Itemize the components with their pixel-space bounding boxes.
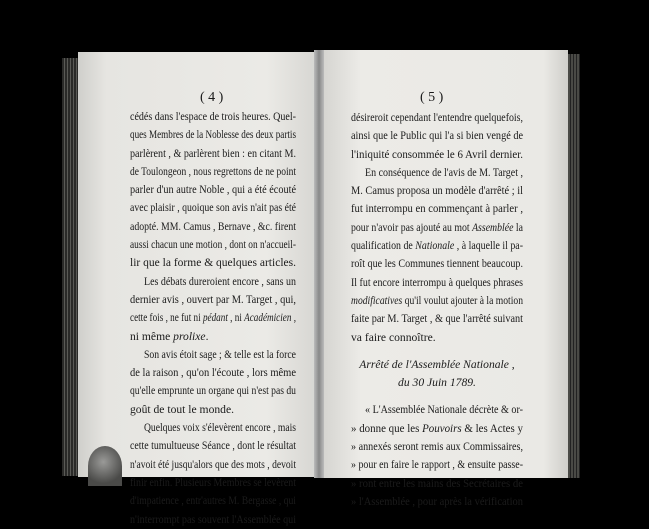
- text-segment: fut interrompu en commençant à parler ,: [351, 202, 524, 216]
- text-line: [351, 401, 523, 419]
- text-line: [351, 456, 523, 474]
- text-line: [351, 109, 523, 127]
- text-segment: qualification de: [351, 239, 416, 253]
- text-line-inner: [130, 511, 296, 529]
- text-line-inner: [144, 419, 296, 437]
- text-line-inner: [351, 420, 523, 438]
- text-line: [351, 374, 523, 392]
- text-line: [130, 145, 296, 163]
- text-line-inner: [130, 163, 296, 181]
- text-segment: va faire connoître.: [351, 330, 436, 344]
- text-line-inner: [351, 456, 523, 474]
- text-line: [130, 163, 296, 181]
- text-segment: Académicien: [244, 311, 292, 325]
- text-segment: Il fut encore interrompu à quelques phrases: [351, 275, 524, 289]
- text-line-inner: [351, 493, 523, 511]
- text-line: [130, 236, 296, 254]
- text-line: [130, 456, 296, 474]
- text-segment: parlèrent , & parlèrent bien : en citant M.: [130, 146, 296, 160]
- text-segment: prolixe: [173, 329, 206, 343]
- text-line-inner: [359, 356, 514, 374]
- text-segment: En conséquence de l'avis de M. Target ,: [365, 165, 524, 179]
- text-line-inner: [351, 200, 523, 218]
- text-line: [351, 438, 523, 456]
- text-segment: du 30 Juin 1789.: [398, 376, 476, 390]
- text-line: [351, 255, 523, 273]
- text-line-inner: [351, 475, 523, 493]
- text-line: [130, 511, 296, 529]
- text-line-inner: [130, 199, 296, 217]
- text-segment: qu'il voulut ajouter à la motion: [402, 293, 524, 307]
- page-number: ( 5 ): [420, 90, 444, 105]
- text-line-inner: [130, 437, 296, 455]
- text-line: [351, 146, 523, 164]
- text-line-inner: [130, 108, 296, 126]
- text-segment: qu'elle emprunte un organe qui n'est pas du: [130, 384, 296, 398]
- text-line-inner: [351, 310, 523, 328]
- text-line-inner: [130, 236, 296, 254]
- book-edge-left: [62, 58, 78, 476]
- book-gutter: [314, 50, 324, 478]
- text-line-inner: [130, 254, 296, 272]
- text-line-inner: [130, 492, 296, 510]
- text-line: [130, 419, 296, 437]
- text-segment: .: [205, 329, 209, 343]
- text-segment: modificatives: [351, 293, 403, 307]
- text-line-inner: [144, 273, 296, 291]
- text-segment: finir enfin. Plusieurs Membres se levèrent: [130, 475, 296, 489]
- text-line-inner: [130, 181, 296, 199]
- text-segment: Nationale: [415, 239, 455, 253]
- text-segment: » l'Assemblée , pour après la vérification: [351, 494, 523, 508]
- text-segment: de la raison , qu'on l'écoute , lors même: [130, 366, 297, 380]
- text-segment: désireroit cependant l'entendre quelquefois,: [351, 111, 523, 124]
- page-text: [130, 108, 296, 529]
- text-segment: pédant: [202, 311, 228, 325]
- text-segment: cette fois , ne fut ni: [130, 311, 203, 325]
- text-line-inner: [130, 382, 296, 400]
- text-segment: de Toulongeon , nous regrettons de ne point: [130, 164, 296, 178]
- text-segment: Son avis étoit sage ; & telle est la force: [144, 347, 296, 361]
- text-line: [130, 401, 296, 419]
- text-line: [130, 382, 296, 400]
- text-line-inner: [130, 401, 234, 419]
- text-line: [351, 219, 523, 237]
- text-line: [130, 309, 296, 327]
- text-line: [351, 310, 523, 328]
- text-segment: dernier avis , ouvert par M. Target , qui,: [130, 292, 297, 306]
- text-segment: » ront entre les mains des Secrétaires de: [351, 476, 524, 490]
- text-segment: & les Actes y: [461, 421, 524, 435]
- spacer: [351, 392, 523, 401]
- text-segment: cette tumultueuse Séance , dont le résultat: [130, 439, 296, 453]
- text-segment: » donne que les: [351, 421, 423, 435]
- text-segment: parler d'un autre Noble , qui a été écouté: [130, 183, 297, 197]
- text-line-inner: [351, 109, 523, 127]
- text-line: [351, 356, 523, 374]
- text-line: [351, 493, 523, 511]
- text-line: [130, 364, 296, 382]
- text-line: [351, 274, 523, 292]
- text-line-inner: [351, 146, 523, 164]
- text-line-inner: [351, 292, 523, 310]
- text-segment: roît que les Communes tiennent beaucoup.: [351, 257, 524, 271]
- text-line: [351, 292, 523, 310]
- text-segment: cédés dans l'espace de trois heures. Quel-: [130, 110, 296, 123]
- text-line: [351, 127, 523, 145]
- text-segment: , ni: [227, 311, 245, 325]
- text-line: [130, 474, 296, 492]
- text-line-inner: [351, 219, 523, 237]
- text-line: [130, 291, 296, 309]
- text-line-inner: [351, 274, 523, 292]
- text-line: [130, 254, 296, 272]
- text-segment: l'iniquité consommée le 6 Avril dernier.: [351, 147, 524, 161]
- text-line: [351, 164, 523, 182]
- text-line-inner: [351, 255, 523, 273]
- text-line-inner: [130, 456, 296, 474]
- text-segment: M. Camus proposa un modèle d'arrêté ; il: [351, 184, 523, 198]
- text-line-inner: [351, 329, 436, 347]
- text-line-inner: [130, 309, 296, 327]
- text-line: [130, 437, 296, 455]
- text-line-inner: [365, 164, 523, 182]
- text-line: [130, 273, 296, 291]
- page-number: ( 4 ): [200, 90, 224, 105]
- text-segment: lir que la forme & quelques articles.: [130, 256, 297, 270]
- spacer: [351, 347, 523, 356]
- text-segment: adopté. MM. Camus , Bernave , &c. firent: [130, 219, 297, 233]
- text-segment: ,: [291, 311, 297, 325]
- page-text: [351, 109, 523, 511]
- text-line-inner: [351, 237, 523, 255]
- text-line-inner: [130, 145, 296, 163]
- book-edge-right: [568, 54, 580, 478]
- text-line: [130, 492, 296, 510]
- text-segment: ainsi que le Public qui l'a si bien vengé de: [351, 129, 524, 143]
- text-line: [130, 346, 296, 364]
- text-line-inner: [351, 182, 523, 200]
- text-segment: » pour en faire le rapport , & ensuite passe-: [351, 458, 524, 472]
- text-segment: « L'Assemblée Nationale décrète & or-: [365, 403, 523, 417]
- text-segment: faite par M. Target , & que l'arrêté suivant: [351, 312, 523, 326]
- text-line-inner: [351, 127, 523, 145]
- text-line: [351, 200, 523, 218]
- text-line-inner: [130, 218, 296, 236]
- text-segment: la: [513, 220, 523, 234]
- text-line: [351, 237, 523, 255]
- text-line-inner: [130, 291, 296, 309]
- text-line: [130, 199, 296, 217]
- text-segment: aussi chacun une motion , dont on n'accueil-: [130, 238, 297, 252]
- text-line: [130, 126, 296, 144]
- text-line-inner: [130, 364, 296, 382]
- text-line-inner: [130, 328, 208, 346]
- text-segment: goût de tout le monde.: [130, 402, 235, 416]
- text-line-inner: [351, 438, 523, 456]
- text-line-inner: [130, 474, 296, 492]
- text-segment: ques Membres de la Noblesse des deux partis: [130, 128, 296, 142]
- text-segment: d'impatience , entr'autres M. Bergasse , qui: [130, 494, 297, 508]
- text-segment: Pouvoirs: [422, 421, 462, 435]
- text-line-inner: [365, 401, 523, 419]
- text-segment: n'avoit été jusqu'alors que des mots , devoit: [130, 457, 296, 471]
- text-line: [130, 181, 296, 199]
- thumb: [88, 446, 122, 486]
- text-segment: , à laquelle il pa-: [454, 239, 523, 253]
- text-segment: avec plaisir , quoique son avis n'ait pas été: [130, 201, 297, 215]
- text-segment: ni même: [130, 329, 174, 343]
- text-line-inner: [398, 374, 476, 392]
- text-segment: Quelques voix s'élevèrent encore , mais: [144, 421, 297, 435]
- text-segment: Les débats dureroient encore , sans un: [144, 274, 297, 288]
- text-segment: Arrêté de l'Assemblée Nationale ,: [359, 357, 515, 371]
- text-segment: n'interrompt pas souvent l'Assemblée qui: [130, 512, 297, 526]
- text-line: [351, 182, 523, 200]
- text-segment: pour n'avoir pas ajouté au mot: [351, 220, 473, 234]
- text-line: [130, 108, 296, 126]
- text-line: [130, 218, 296, 236]
- text-line: [351, 475, 523, 493]
- text-line-inner: [144, 346, 296, 364]
- text-line: [351, 329, 523, 347]
- text-line: [130, 328, 296, 346]
- text-segment: » annexés seront remis aux Commissaires,: [351, 440, 523, 454]
- text-line: [351, 420, 523, 438]
- text-segment: Assemblée: [472, 220, 514, 234]
- text-line-inner: [130, 126, 296, 144]
